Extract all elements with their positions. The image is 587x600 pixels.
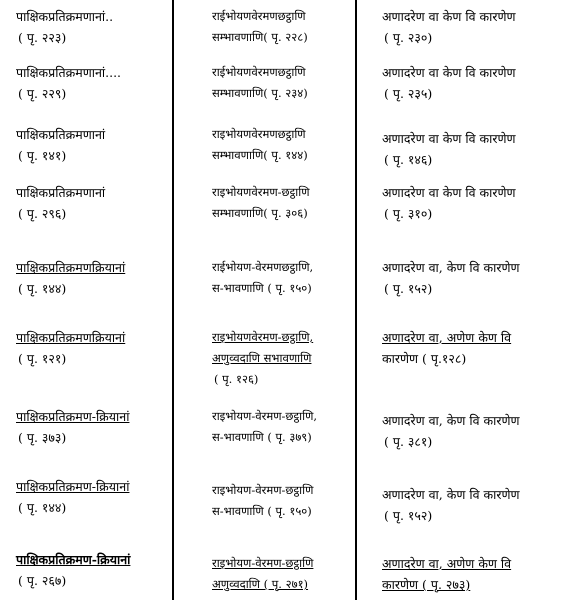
- text-line: अणुव्वदाणि ( पृ. २७१): [212, 577, 309, 591]
- text-variant-cell: [212, 327, 347, 390]
- text-line: अणादरेण वा केण वि कारणेण: [382, 65, 516, 80]
- reading-cell: [382, 484, 567, 526]
- page-reference: ( पृ. १२६): [214, 372, 259, 386]
- text-line: राईभोयणवेरमणछट्ठाणि: [212, 65, 306, 79]
- text-line: अणादरेण वा केण वि कारणेण: [382, 131, 516, 146]
- text-line: अणादरेण वा, केण वि कारणेण: [382, 487, 520, 502]
- column-divider-right: [355, 0, 357, 600]
- text-line: अणादरेण वा, अणेण केण वि: [382, 330, 512, 345]
- text-variant-cell: [212, 6, 347, 48]
- text-line: राइभोयण-वेरमण-छट्ठाणि,: [212, 409, 318, 423]
- reading-cell: [382, 410, 567, 452]
- text-line: राइभोयणवेरमण-छट्ठाणि: [212, 185, 310, 199]
- page-reference: ( पृ. १५२): [384, 281, 433, 296]
- text-line: स-भावणाणि ( पृ. ३७९): [212, 430, 312, 444]
- text-line: राइभोयणवेरमणछट्ठाणि: [212, 127, 306, 141]
- edition-title-cell: [16, 476, 166, 518]
- edition-title: पाक्षिकप्रतिक्रमण-क्रियानां: [16, 479, 130, 494]
- reading-cell: [382, 182, 567, 224]
- reading-cell: [382, 257, 567, 299]
- reading-cell: [382, 553, 567, 595]
- text-line: राईभोयणवेरमणछट्ठाणि: [212, 9, 306, 23]
- text-line: राइभोयण-वेरमण-छट्ठाणि: [212, 483, 314, 497]
- text-line: राइभोयण-वेरमण-छट्ठाणि: [212, 556, 314, 570]
- edition-title-cell: [16, 62, 166, 104]
- edition-title-cell: [16, 124, 166, 166]
- text-line: अणादरेण वा, केण वि कारणेण: [382, 260, 520, 275]
- page-reference: ( पृ. २३५): [384, 86, 433, 101]
- edition-title-cell: [16, 182, 166, 224]
- reading-cell: [382, 62, 567, 104]
- edition-title: पाक्षिकप्रतिक्रमणानां: [16, 127, 106, 142]
- page-reference: ( पृ. ३१०): [384, 206, 433, 221]
- page-reference: ( पृ. २२३): [18, 30, 67, 45]
- edition-title: पाक्षिकप्रतिक्रमणक्रियानां: [16, 260, 126, 275]
- page-reference: ( पृ. १४४): [18, 281, 67, 296]
- edition-title-cell: [16, 406, 166, 448]
- text-line: राईभोयण-वेरमणछट्ठाणि,: [212, 260, 314, 274]
- text-variant-cell: [212, 62, 347, 104]
- page-reference: ( पृ. ३८१): [384, 434, 433, 449]
- text-line: राइभोयणवेरमण-छट्ठाणि,: [212, 330, 314, 344]
- text-line: सम्भावणाणि( पृ. २२८): [212, 30, 308, 44]
- text-line: अणादरेण वा केण वि कारणेण: [382, 9, 516, 24]
- page-reference: ( पृ. १२१): [18, 351, 67, 366]
- text-line: कारणेण ( पृ.१२८): [382, 351, 467, 366]
- edition-title: पाक्षिकप्रतिक्रमण-क्रियानां: [16, 552, 131, 567]
- text-line: अणादरेण वा, अणेण केण वि: [382, 556, 512, 571]
- edition-title: पाक्षिकप्रतिक्रमणानां..: [16, 9, 114, 24]
- edition-title: पाक्षिकप्रतिक्रमण-क्रियानां: [16, 409, 130, 424]
- text-line: कारणेण ( पृ. २७३): [382, 577, 471, 592]
- text-variant-cell: [212, 553, 347, 595]
- page-reference: ( पृ. १४४): [18, 500, 67, 515]
- edition-title-cell: [16, 257, 166, 299]
- page-reference: ( पृ. २९६): [18, 206, 67, 221]
- column-divider-left: [172, 0, 174, 600]
- page-reference: ( पृ. २३०): [384, 30, 433, 45]
- edition-title: पाक्षिकप्रतिक्रमणक्रियानां: [16, 330, 126, 345]
- edition-title-cell: [16, 6, 166, 48]
- edition-title-cell: [16, 549, 166, 591]
- text-variant-cell: [212, 124, 347, 166]
- text-line: स-भावणाणि ( पृ. १५०): [212, 504, 312, 518]
- text-line: अणादरेण वा, केण वि कारणेण: [382, 413, 520, 428]
- page-reference: ( पृ. ३७३): [18, 430, 67, 445]
- reading-cell: [382, 128, 567, 170]
- page-reference: ( पृ. १५२): [384, 508, 433, 523]
- text-variant-cell: [212, 257, 347, 299]
- edition-title: पाक्षिकप्रतिक्रमणानां....: [16, 65, 122, 80]
- page-reference: ( पृ. २६७): [18, 573, 67, 588]
- text-line: अणादरेण वा केण वि कारणेण: [382, 185, 516, 200]
- text-line: स-भावणाणि ( पृ. १५०): [212, 281, 312, 295]
- text-variant-cell: [212, 480, 347, 522]
- reading-cell: [382, 327, 567, 369]
- text-line: अणुव्वदाणि सभावणाणि: [212, 351, 312, 365]
- page-reference: ( पृ. २२९): [18, 86, 67, 101]
- page-reference: ( पृ. १४६): [384, 152, 433, 167]
- edition-title: पाक्षिकप्रतिक्रमणानां: [16, 185, 106, 200]
- text-line: सम्भावणाणि( पृ. ३०६): [212, 206, 308, 220]
- reading-cell: [382, 6, 567, 48]
- text-line: सम्भावणाणि( पृ. २३४): [212, 86, 308, 100]
- text-line: सम्भावणाणि( पृ. १४४): [212, 148, 308, 162]
- page-reference: ( पृ. १४१): [18, 148, 67, 163]
- text-variant-cell: [212, 406, 347, 448]
- edition-title-cell: [16, 327, 166, 369]
- text-variant-cell: [212, 182, 347, 224]
